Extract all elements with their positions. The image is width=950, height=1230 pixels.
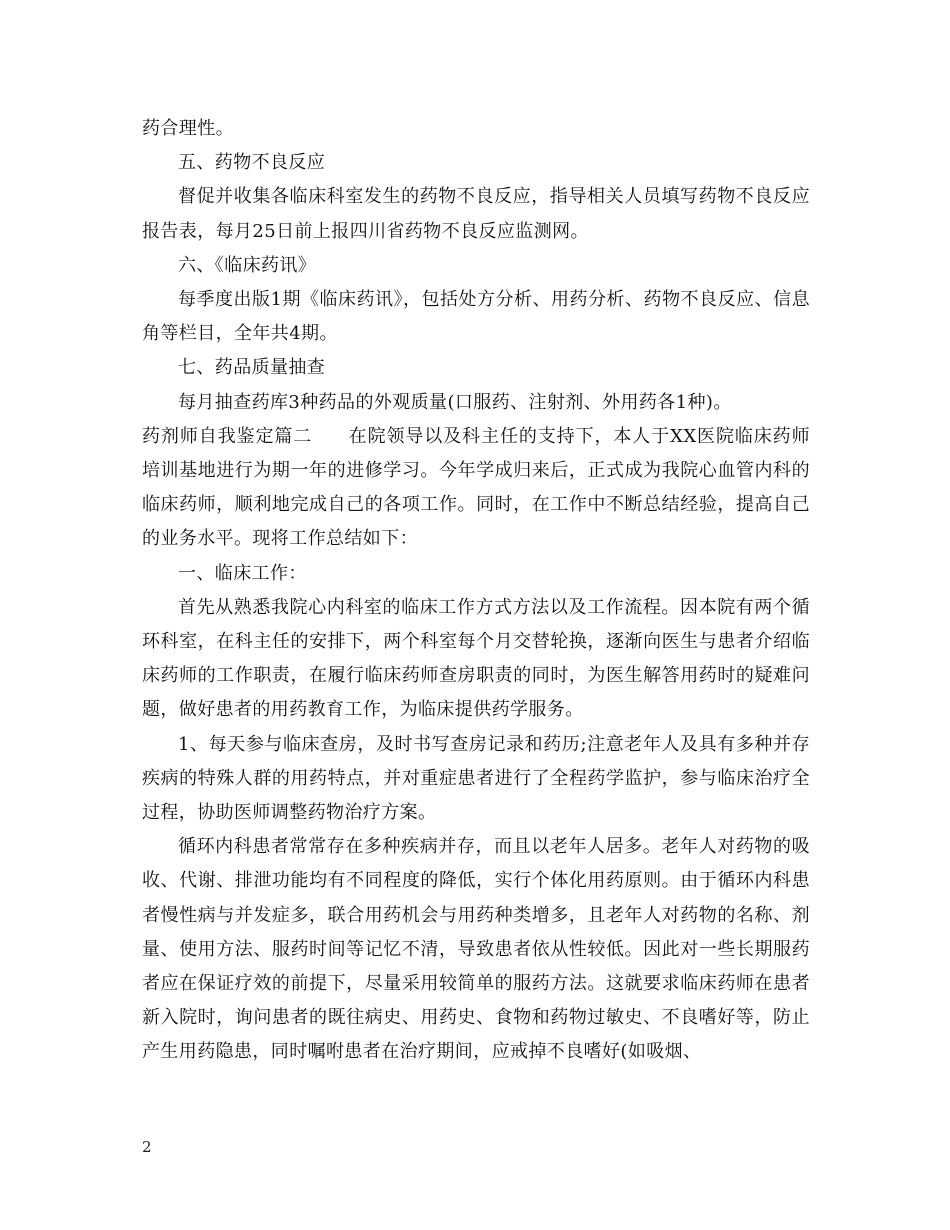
section-heading: 药剂师自我鉴定篇二 — [142, 425, 313, 447]
paragraph-elderly-patients: 循环内科患者常常存在多种疾病并存，而且以老年人居多。老年人对药物的吸收、代谢、排泄功能均有不同程度的降低，实行个体化用药原则。由于循环内科患者慢性病与并发症多，联合用药机会与用药种类增多，且老年人对药物的名称、剂量、使用方法、服药时间等记忆不清，导致患者依从性较低。因此对一些长期服药者应在保证疗效的前提下，尽量采用较简单的服药方法。这就要求临床药师在患者新入院时，询问患者的既往病史、用药史、食物和药物过敏史、不良嗜好等，防止产生用药隐患，同时嘱咐患者在治疗期间，应戒掉不良嗜好(如吸烟、 — [142, 836, 810, 1063]
heading-quality-check: 七、药品质量抽查 — [178, 357, 326, 379]
heading-clinical-bulletin: 六、《临床药讯》 — [178, 254, 317, 276]
heading-clinical-work: 一、临床工作： — [178, 562, 307, 584]
document-body — [142, 112, 810, 1070]
heading-adverse-reactions: 五、药物不良反应 — [178, 152, 326, 174]
paragraph-1: 药合理性。 — [142, 118, 234, 139]
paragraph-clinical-work: 首先从熟悉我院心内科室的临床工作方式方法以及工作流程。因本院有两个循环科室，在科主任的安排下，两个科室每个月交替轮换，逐渐向医生与患者介绍临床药师的工作职责，在履行临床药师查房职责的同时，为医生解答用药时的疑难问题，做好患者的用药教育工作，为临床提供药学服务。 — [142, 596, 810, 721]
section-lead: 在院领导以及科主任的支持下，本人于XX医院临床药师培训基地进行为期一年的进修学习。今年学成归来后，正式成为我院心血管内科的临床药师，顺利地完成自己的各项工作。同时，在工作中不断总结经验，提高自己的业务水平。现将工作总结如下： — [142, 425, 810, 550]
paragraph-quality-check: 每月抽查药库3种药品的外观质量(口服药、注射剂、外用药各1种)。 — [178, 391, 732, 413]
page-number: 2 — [142, 1138, 152, 1156]
paragraph-ward-rounds: 1、每天参与临床查房，及时书写查房记录和药历;注意老年人及具有多种并存疾病的特殊人群的用药特点，并对重症患者进行了全程药学监护，参与临床治疗全过程，协助医师调整药物治疗方案。 — [142, 733, 810, 824]
section-two-paragraph — [142, 420, 810, 557]
paragraph-clinical-bulletin: 每季度出版1期《临床药讯》，包括处方分析、用药分析、药物不良反应、信息角等栏目，全年共4期。 — [142, 289, 810, 345]
paragraph-adverse-reactions: 督促并收集各临床科室发生的药物不良反应，指导相关人员填写药物不良反应报告表，每月25日前上报四川省药物不良反应监测网。 — [142, 186, 810, 242]
